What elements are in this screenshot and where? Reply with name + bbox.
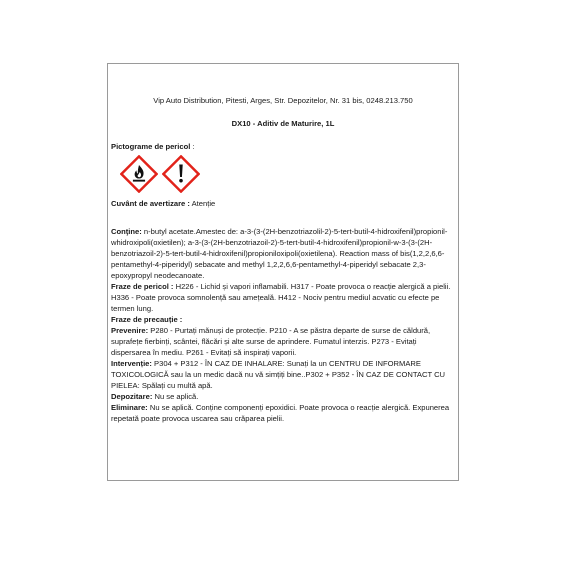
contains-label: Conţine: (111, 227, 142, 236)
hazard-phrases-label: Fraze de pericol : (111, 282, 174, 291)
flame-icon (120, 155, 158, 193)
product-title: DX10 - Aditiv de Maturire, 1L (231, 119, 335, 128)
product-label (107, 63, 459, 481)
disposal-section (111, 402, 455, 424)
precaution-label: Fraze de precauție : (111, 315, 183, 324)
signal-word (111, 198, 215, 209)
exclamation-icon (162, 155, 200, 193)
contains-text: n-butyl acetate.Amestec de: a-3-(3-(2H-benzotriazolil-2)-5-tert-butil-4-hidroxifenil)propionil-whidroxipoli(oxietilen); a-3-(3-(2H-benzotriazoil-2)-5-tert-butil-4-hidroxifenil)propionil-w-3-(3-(2H-benzotriazoil-2)-5-tert-butil-4-hidroxifenil)propionilоxipoli(oxietilena). Reaction mass of bis(1,2,2,6,6-pentamethyl-4-piperidyl) sebacate and methyl 1,2,2,6,6-pentamethyl-4-piperidyl sebacate 2,3-epoxypropyl neodecanoate. (111, 227, 448, 280)
pictograms-heading (111, 141, 195, 152)
pictograms-heading-label: Pictograme de pericol (111, 142, 191, 151)
contains-section (111, 226, 455, 281)
precaution-heading (111, 314, 455, 325)
prevention-section (111, 325, 455, 358)
storage-label: Depozitare: (111, 392, 153, 401)
storage-section (111, 391, 455, 402)
signal-word-value: Atenție (189, 199, 216, 208)
intervention-section (111, 358, 455, 391)
label-body (111, 226, 455, 424)
hazard-phrases-section (111, 281, 455, 314)
supplier-info: Vip Auto Distribution, Pitesti, Arges, Str. Depozitelor, Nr. 31 bis, 0248.213.750 (153, 96, 413, 105)
intervention-label: Intervenție: (111, 359, 152, 368)
disposal-text: Nu se aplică. Conține componenți epoxidici. Poate provoca o reacție alergică. Expunerea repetată poate provoca uscarea sau crăparea pielii. (111, 403, 450, 423)
pictograms-heading-suffix: : (190, 142, 195, 151)
hazard-phrases-text: H226 - Lichid și vapori inflamabili. H317 - Poate provoca o reacție alergică a pielii. H336 - Poate provoca somnolență sau amețeală. H412 - Nociv pentru mediul acvatic cu efecte pe termen lung. (111, 282, 451, 313)
prevention-label: Prevenire: (111, 326, 149, 335)
storage-text: Nu se aplică. (152, 392, 199, 401)
prevention-text: P280 - Purtați mănuși de protecție. P210 - A se păstra departe de surse de căldură, suprafețe fierbinți, scântei, flăcări și alte surse de aprindere. Fumatul interzis. P273 - Evitați dispersarea în mediu. P261 - Evitați să inspirați vaporii. (111, 326, 431, 357)
intervention-text: P304 + P312 - ÎN CAZ DE INHALARE: Sunați la un CENTRU DE INFORMARE TOXICOLOGICĂ sau la un medic dacă nu vă simțiți bine..P302 + P352 - ÎN CAZ DE CONTACT CU PIELEA: Spălați cu multă apă. (111, 359, 446, 390)
pictograms-row (120, 155, 200, 193)
disposal-label: Eliminare: (111, 403, 148, 412)
signal-word-label: Cuvânt de avertizare : (111, 199, 190, 208)
